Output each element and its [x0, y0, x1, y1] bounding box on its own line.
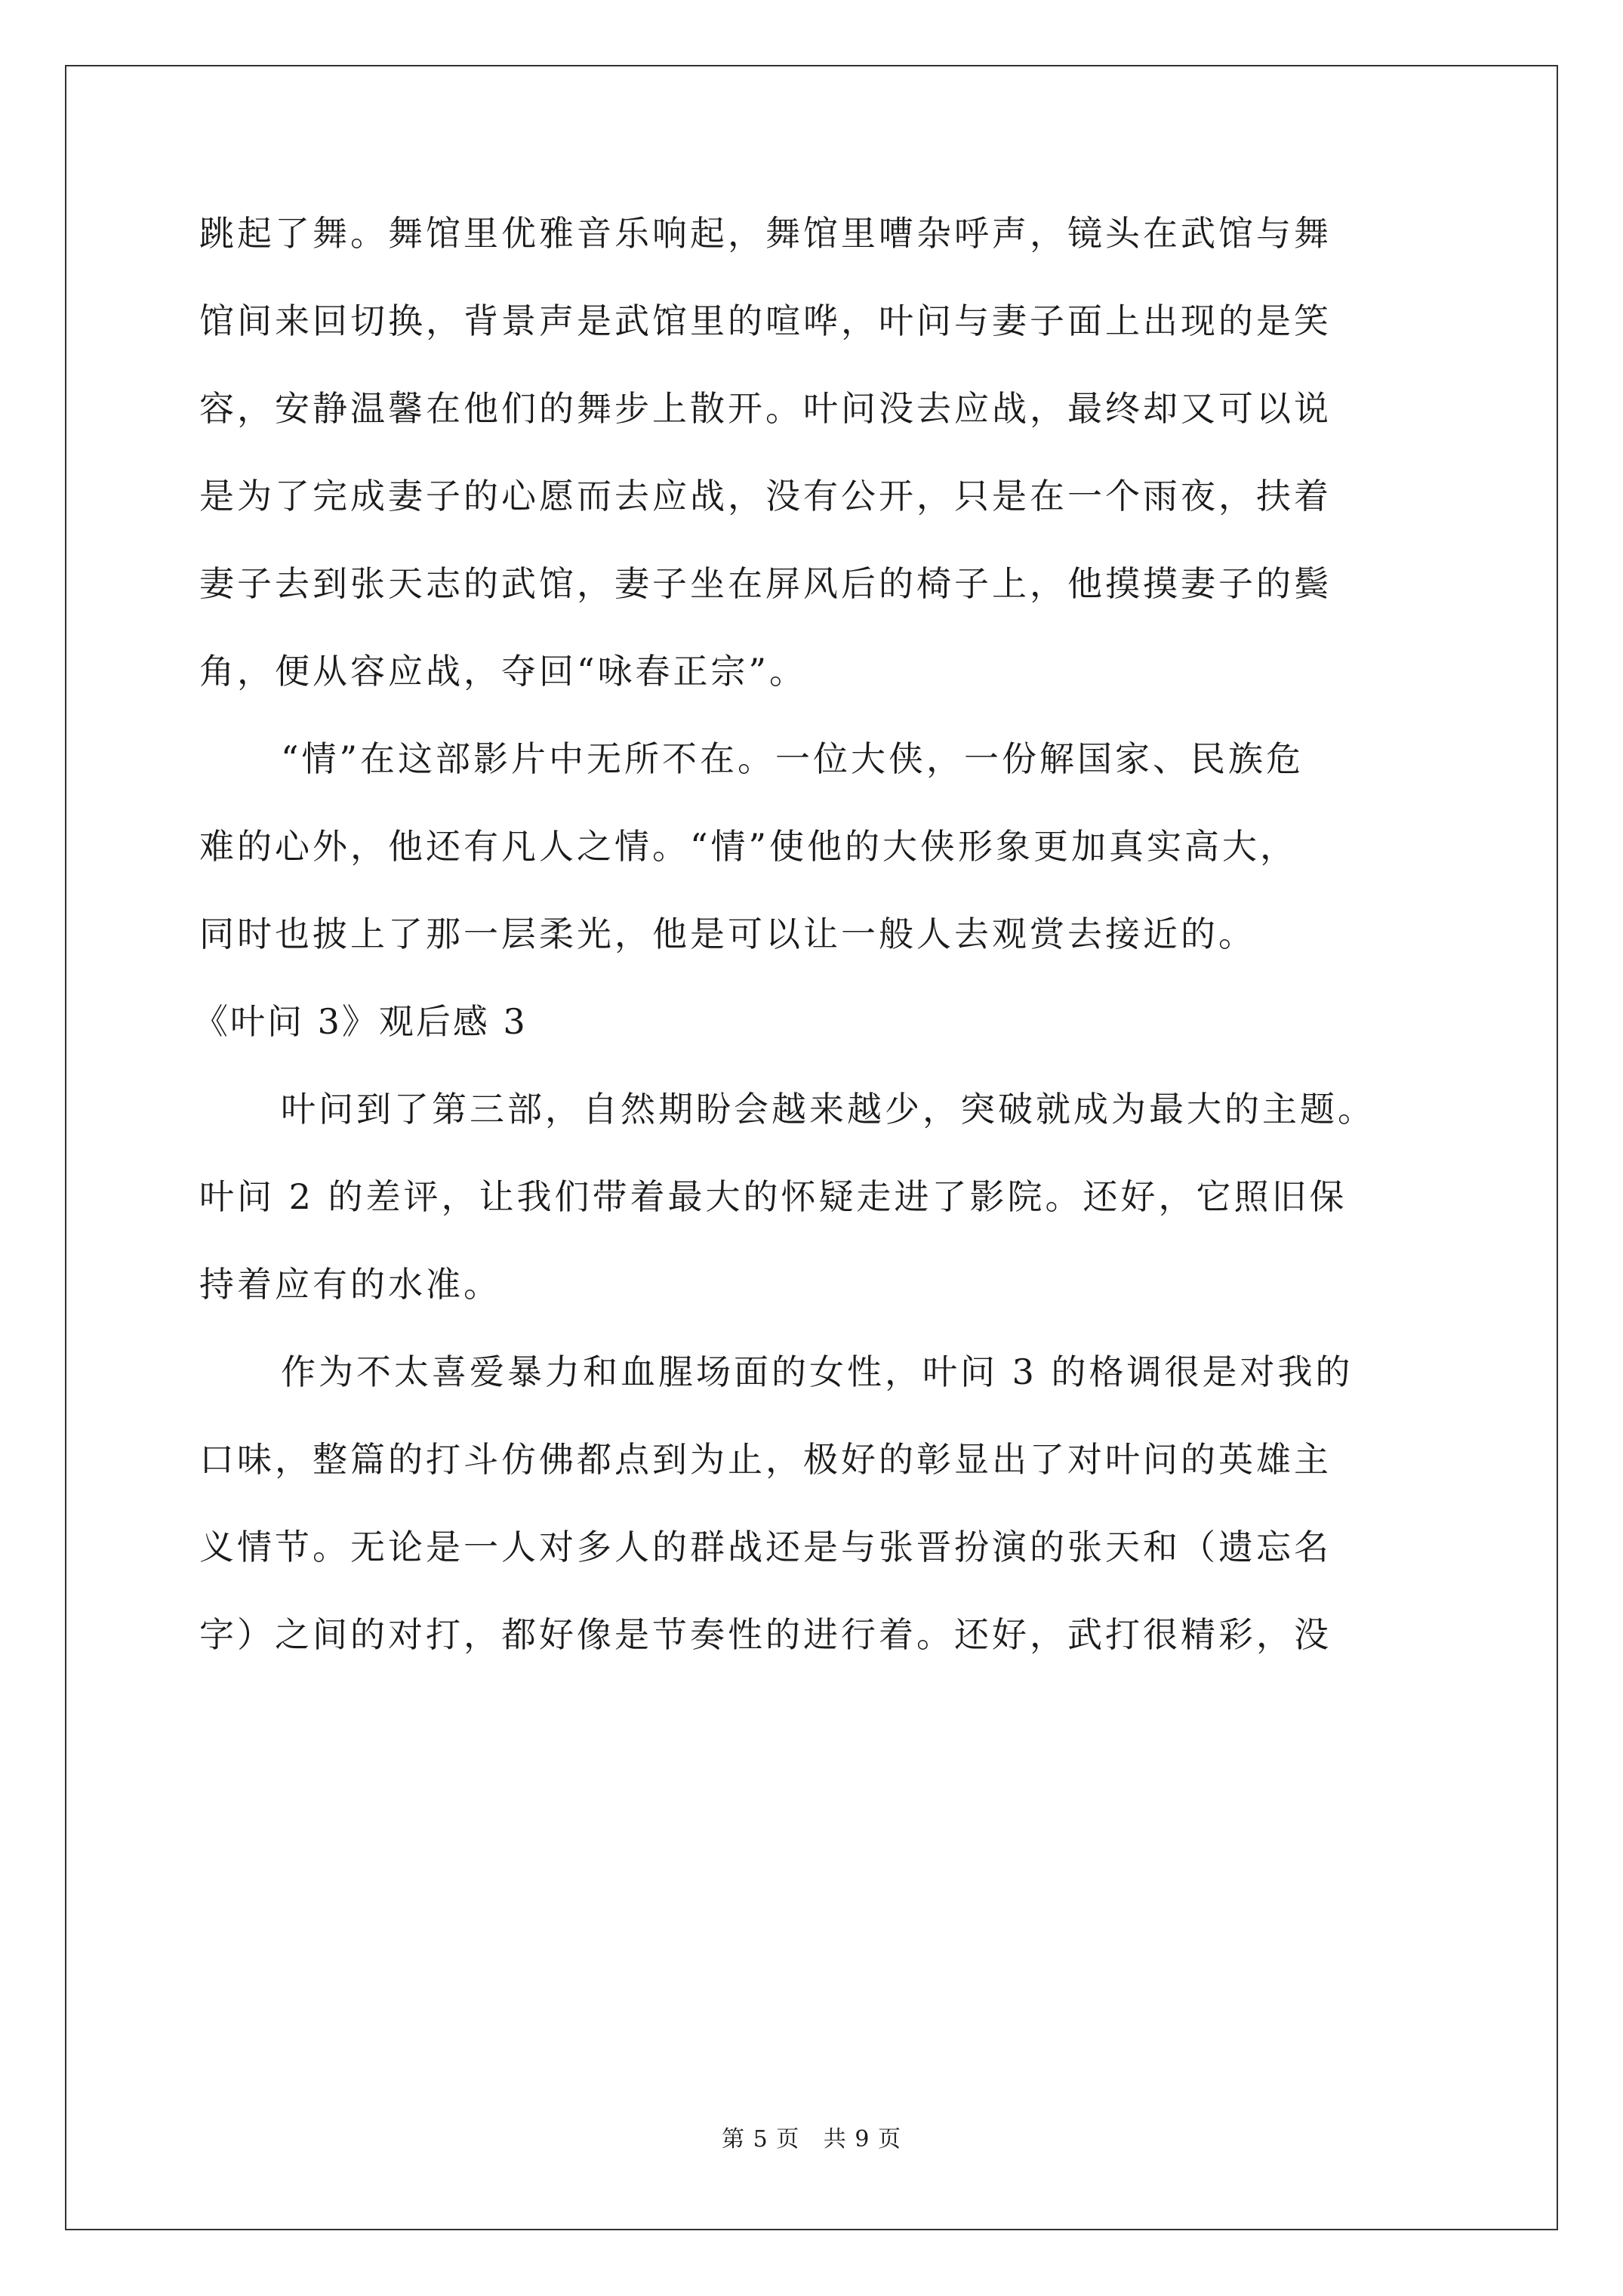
- text-line: 叶问到了第三部，自然期盼会越来越少，突破就成为最大的主题。: [281, 1089, 1375, 1130]
- text-line: 角，便从容应战，夺回“咏春正宗”。: [199, 651, 808, 692]
- text-line: 难的心外，他还有凡人之情。“情”使他的大侠形象更加真实高大，: [199, 826, 1298, 867]
- text-line: 是为了完成妻子的心愿而去应战，没有公开，只是在一个雨夜，扶着: [199, 476, 1332, 516]
- text-line: 口味，整篇的打斗仿佛都点到为止，极好的彰显出了对叶问的英雄主: [199, 1439, 1332, 1480]
- text-line: 馆间来回切换，背景声是武馆里的喧哗，叶问与妻子面上出现的是笑: [199, 300, 1332, 341]
- text-line: 叶问 2 的差评，让我们带着最大的怀疑走进了影院。还好，它照旧保: [199, 1176, 1347, 1217]
- text-line: 同时也披上了那一层柔光，他是可以让一般人去观赏去接近的。: [199, 914, 1256, 954]
- text-line: 跳起了舞。舞馆里优雅音乐响起，舞馆里嘈杂呼声，镜头在武馆与舞: [199, 213, 1332, 254]
- text-line: 持着应有的水准。: [199, 1264, 501, 1305]
- text-line: 字）之间的对打，都好像是节奏性的进行着。还好，武打很精彩，没: [199, 1614, 1332, 1655]
- text-line: 妻子去到张天志的武馆，妻子坐在屏风后的椅子上，他摸摸妻子的鬓: [199, 563, 1332, 604]
- text-line: 容，安静温馨在他们的舞步上散开。叶问没去应战，最终却又可以说: [199, 388, 1332, 429]
- page-number: 第 5 页 共 9 页: [722, 2126, 901, 2153]
- document-body: [193, 213, 1437, 1704]
- text-line: 作为不太喜爱暴力和血腥场面的女性，叶问 3 的格调很是对我的: [281, 1351, 1354, 1392]
- text-line: 义情节。无论是一人对多人的群战还是与张晋扮演的张天和（遗忘名: [199, 1527, 1332, 1567]
- text-line: “情”在这部影片中无所不在。一位大侠，一份解国家、民族危: [281, 738, 1304, 779]
- section-heading: 《叶问 3》观后感 3: [193, 1001, 528, 1042]
